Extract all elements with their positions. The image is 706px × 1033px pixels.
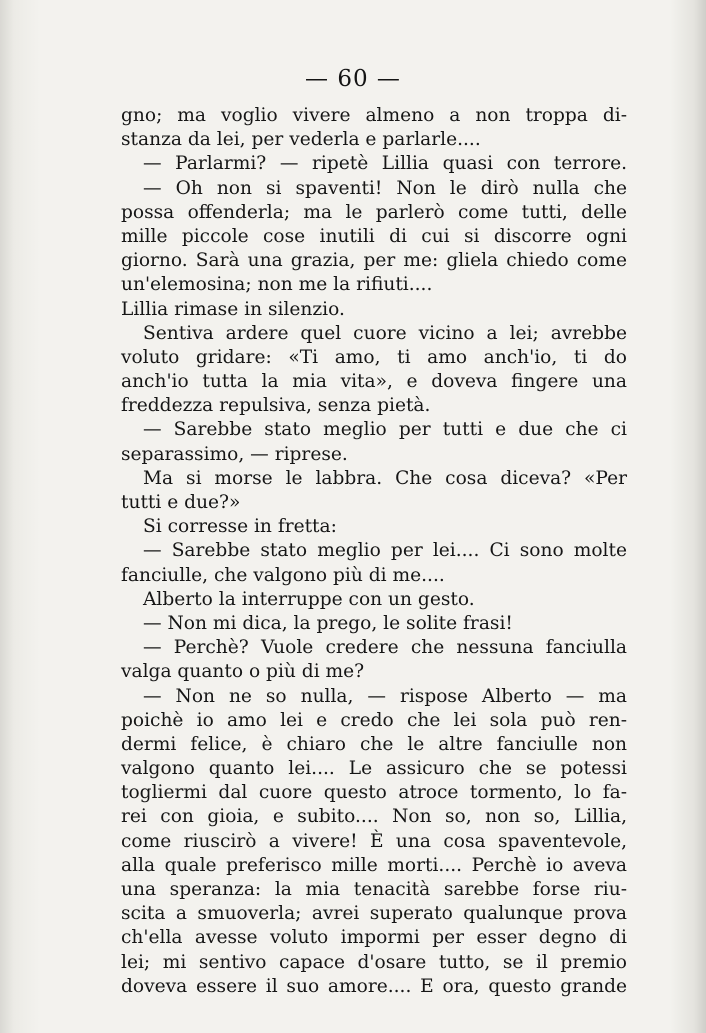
text-line: alla quale preferisco mille morti.... Perchè io aveva bbox=[121, 854, 627, 876]
page-number: — 60 — bbox=[305, 66, 401, 92]
text-line: possa offenderla; ma le parlerò come tutti, delle bbox=[121, 201, 627, 223]
text-line: — Oh non si spaventi! Non le dirò nulla che bbox=[143, 177, 627, 199]
text-line: lei; mi sentivo capace d'osare tutto, se il premio bbox=[121, 951, 627, 973]
text-line: Ma si morse le labbra. Che cosa diceva? «Per bbox=[143, 467, 627, 489]
text-line: voluto gridare: «Ti amo, ti amo anch'io, ti do bbox=[121, 346, 627, 368]
text-line: fanciulle, che valgono più di me.... bbox=[121, 564, 445, 586]
text-line: tutti e due?» bbox=[121, 492, 241, 513]
text-line: doveva essere il suo amore.... E ora, questo grande bbox=[121, 975, 627, 997]
text-line: come riuscirò a vivere! È una cosa spaventevole, bbox=[121, 830, 627, 852]
text-line: dermi felice, è chiaro che le altre fanciulle non bbox=[121, 733, 627, 755]
text-line: — Perchè? Vuole credere che nessuna fanciulla bbox=[143, 637, 627, 659]
text-line: valga quanto o più di me? bbox=[121, 661, 365, 683]
text-line: — Sarebbe stato meglio per lei.... Ci sono molte bbox=[143, 540, 627, 562]
text-line: mille piccole cose inutili di cui si discorre ogni bbox=[121, 225, 627, 247]
text-line: una speranza: la mia tenacità sarebbe forse riu- bbox=[121, 879, 627, 900]
text-line: — Sarebbe stato meglio per tutti e due che ci bbox=[143, 419, 627, 441]
text-line: gno; ma voglio vivere almeno a non troppa di- bbox=[121, 105, 627, 126]
text-line: rei con gioia, e subito.... Non so, non so, Lillia, bbox=[121, 806, 627, 828]
text-line: separassimo, — riprese. bbox=[121, 443, 348, 465]
text-line: Lillia rimase in silenzio. bbox=[121, 298, 345, 320]
text-line: anch'io tutta la mia vita», e doveva fingere una bbox=[121, 371, 627, 393]
text-line: — Non ne so nulla, — rispose Alberto — ma bbox=[143, 685, 627, 707]
text-line: freddezza repulsiva, senza pietà. bbox=[121, 395, 431, 417]
text-line: — Parlarmi? — ripetè Lillia quasi con terrore. bbox=[143, 153, 627, 175]
text-line: stanza da lei, per vederla e parlarle.... bbox=[121, 129, 481, 151]
text-line: un'elemosina; non me la rifiuti.... bbox=[121, 274, 433, 296]
text-line: scita a smuoverla; avrei superato qualunque prova bbox=[121, 903, 627, 925]
text-line: — Non mi dica, la prego, le solite frasi! bbox=[143, 612, 513, 634]
text-line: Sentiva ardere quel cuore vicino a lei; avrebbe bbox=[143, 322, 627, 344]
body-text bbox=[121, 104, 627, 999]
text-line: Alberto la interruppe con un gesto. bbox=[143, 588, 475, 610]
text-line: poichè io amo lei e credo che lei sola può ren- bbox=[121, 709, 627, 731]
text-line: valgono quanto lei.... Le assicuro che se potessi bbox=[121, 758, 627, 780]
text-line: ch'ella avesse voluto impormi per esser degno di bbox=[121, 927, 627, 949]
text-line: Si corresse in fretta: bbox=[143, 516, 337, 538]
text-line: giorno. Sarà una grazia, per me: gliela chiedo come bbox=[121, 250, 627, 272]
text-line: togliermi dal cuore questo atroce tormento, lo fa- bbox=[121, 782, 627, 804]
